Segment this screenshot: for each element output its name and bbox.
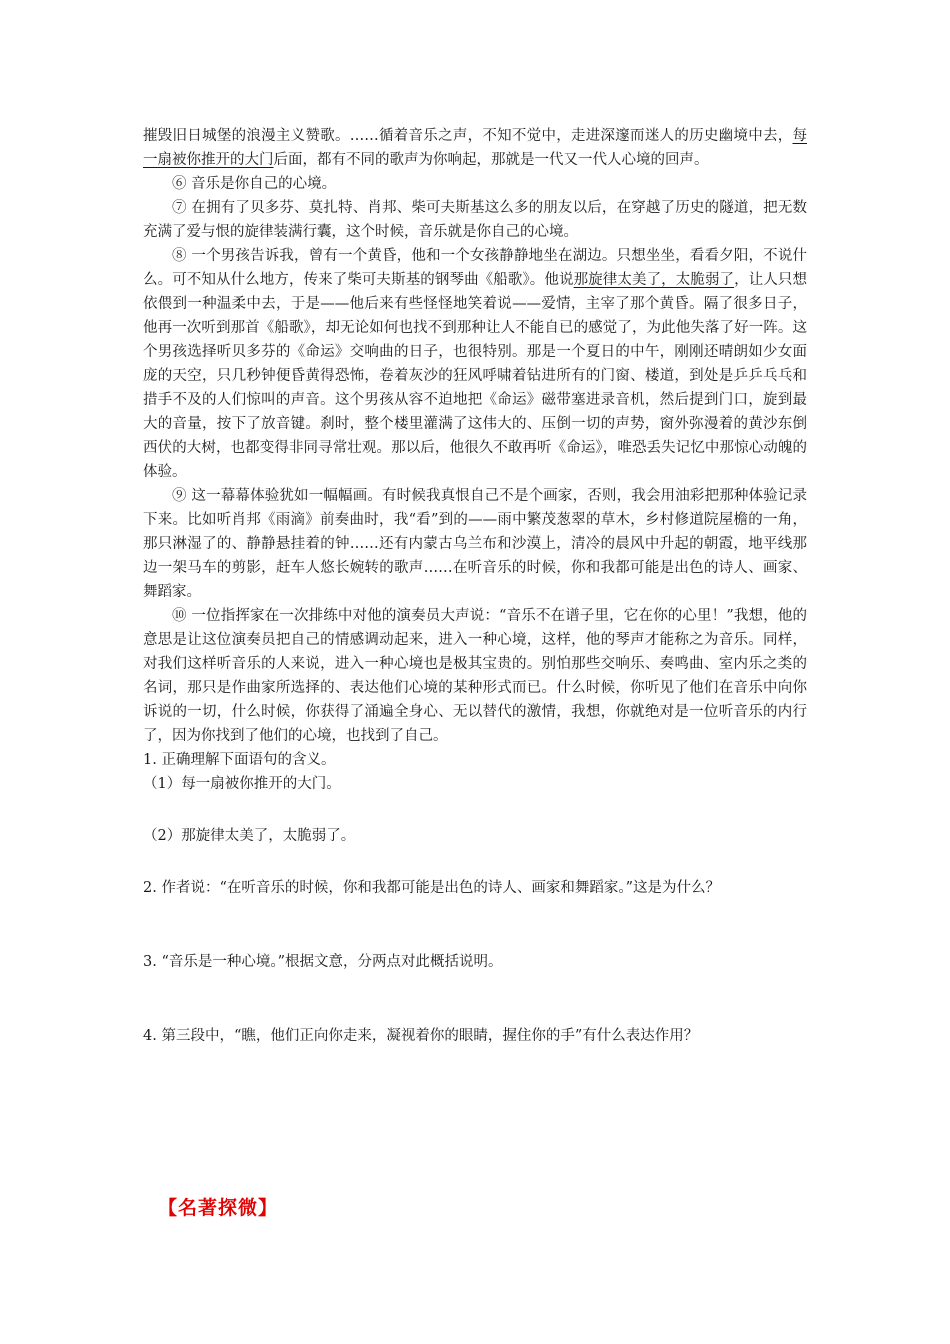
- underlined-phrase-melody: 那旋律太美了，太脆弱了: [573, 272, 735, 288]
- passage-paragraph-6: ⑥ 音乐是你自己的心境。: [172, 176, 337, 192]
- section-heading: 【名著探微】: [158, 1197, 279, 1219]
- question-3: 3. “音乐是一种心境。”根据文意，分两点对此概括说明。: [143, 954, 503, 970]
- question-4: 4. 第三段中，“瞧，他们正向你走来，凝视着你的眼睛，握住你的手”有什么表达作用？: [143, 1028, 699, 1044]
- question-1: 1. 正确理解下面语句的含义。: [143, 752, 336, 768]
- passage-paragraph-10: ⑩ 一位指挥家在一次排练中对他的演奏员大声说：“音乐不在谱子里，它在你的心里！”我想，他的意思是让这位演奏员把自己的情感调动起来，进入一种心境，这样，他的琴声才能称之为音乐。同样，对我们这样听音乐的人来说，进入一种心境也是极其宝贵的。别怕那些交响乐、奏鸣曲、室内乐之类的名词，那只是作曲家所选择的、表达他们心境的某种形式而已。什么时候，你听见了他们在音乐中向你诉说的一切，什么时候，你获得了涌遍全身心、无以替代的激情，我想，你就绝对是一位听音乐的内行了，因为你找到了他们的心境，也找到了自己。: [143, 608, 807, 744]
- passage-paragraph-8: ⑧ 一个男孩告诉我，曾有一个黄昏，他和一个女孩静静地坐在湖边。只想坐坐，看看夕阳，不说什么。可不知从什么地方，传来了柴可夫斯基的钢琴曲《船歌》。他说那旋律太美了，太脆弱了，让人只想依偎到一种温柔中去，于是——他后来有些怪怪地笑着说——爱情，主宰了那个黄昏。隔了很多日子，他再一次听到那首《船歌》，却无论如何也找不到那种让人不能自已的感觉了，为此他失落了好一阵。这个男孩选择听贝多芬的《命运》交响曲的日子，也很特别。那是一个夏日的中午，刚刚还晴朗如少女面庞的天空，只几秒钟便昏黄得恐怖，卷着灰沙的狂风呼啸着钻进所有的门窗、楼道，到处是乒乒乓乓和措手不及的人们惊叫的声音。这个男孩从容不迫地把《命运》磁带塞进录音机，然后提到门口，旋到最大的音量，按下了放音键。刹时，整个楼里灌满了这伟大的、压倒一切的声势，窗外弥漫着的黄沙东倒西伏的大树，也都变得非同寻常壮观。那以后，他很久不敢再听《命运》，唯恐丢失记忆中那惊心动魄的体验。: [143, 248, 808, 480]
- question-2: 2. 作者说：“在听音乐的时候，你和我都可能是出色的诗人、画家和舞蹈家。”这是为什么？: [143, 880, 721, 896]
- question-1-part-2: （2）那旋律太美了，太脆弱了。: [143, 828, 356, 844]
- question-1-part-1: （1）每一扇被你推开的大门。: [143, 776, 341, 792]
- underlined-phrase-door: 每一扇被你推开的大门: [143, 128, 807, 168]
- passage-paragraph-7: ⑦ 在拥有了贝多芬、莫扎特、肖邦、柴可夫斯基这么多的朋友以后，在穿越了历史的隧道，把无数充满了爱与恨的旋律装满行囊，这个时候，音乐就是你自己的心境。: [143, 200, 807, 240]
- passage-paragraph-9: ⑨ 这一幕幕体验犹如一幅幅画。有时候我真恨自己不是个画家，否则，我会用油彩把那种体验记录下来。比如听肖邦《雨滴》前奏曲时，我“看”到的——雨中繁茂葱翠的草木，乡村修道院屋檐的一角，那只淋湿了的、静静悬挂着的钟……还有内蒙古乌兰布和沙漠上，清冷的晨风中升起的朝霞，地平线那边一架马车的剪影，赶车人悠长婉转的歌声……在听音乐的时候，你和我都可能是出色的诗人、画家、舞蹈家。: [143, 488, 807, 600]
- document-body: [143, 124, 807, 1048]
- passage-paragraph-continued: 摧毁旧日城堡的浪漫主义赞歌。……循着音乐之声，不知不觉中，走进深邃而迷人的历史幽境中去，每一扇被你推开的大门后面，都有不同的歌声为你响起，那就是一代又一代人心境的回声。: [143, 128, 807, 168]
